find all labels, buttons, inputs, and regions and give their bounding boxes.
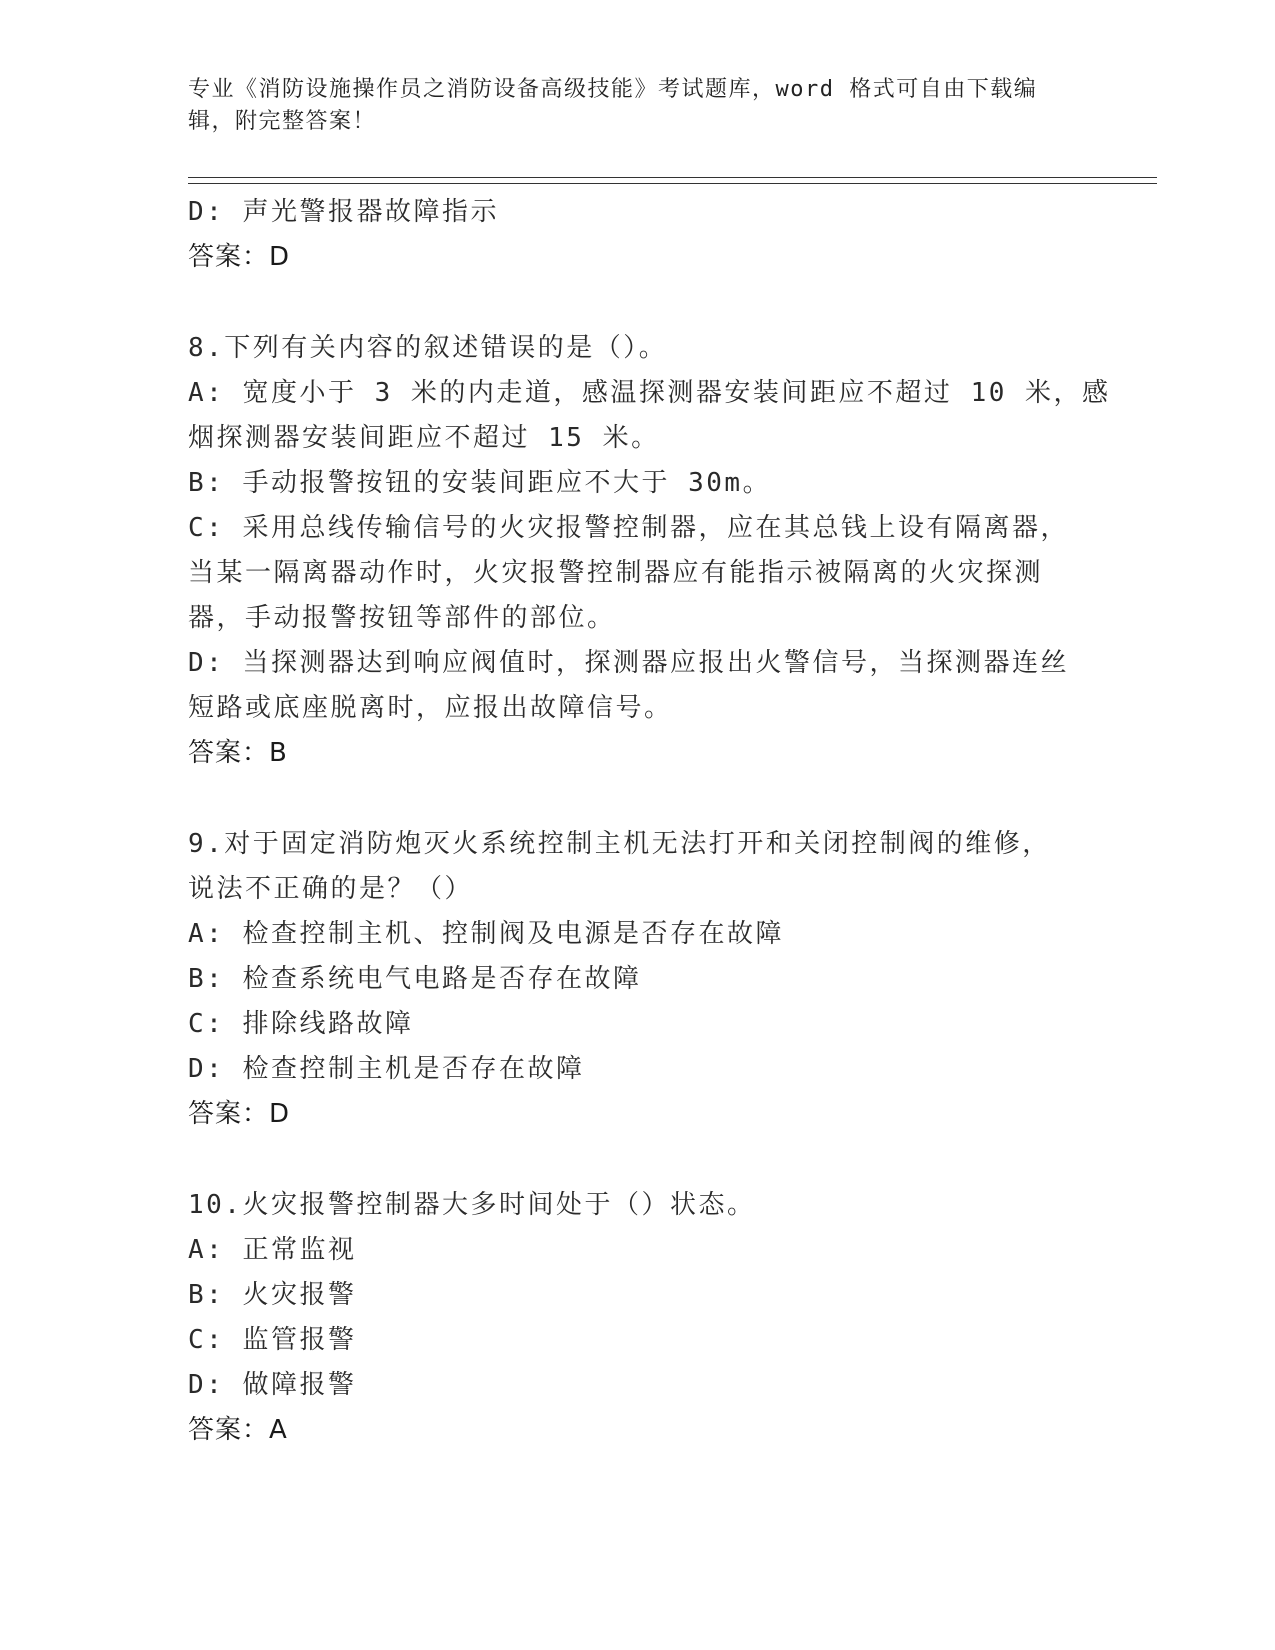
- page-header: [188, 74, 1068, 138]
- option-a-line-2: 烟探测器安装间距应不超过 15 米。: [188, 423, 660, 453]
- option-b: B: 火灾报警: [188, 1280, 357, 1310]
- option-a-line-1: A: 宽度小于 3 米的内走道，感温探测器安装间距应不超过 10 米，感: [188, 378, 1111, 408]
- document-body: [188, 190, 1111, 1499]
- header-line-2: 辑，附完整答案！: [188, 109, 377, 134]
- question-10: [188, 1183, 1088, 1453]
- option-d: D: 声光警报器故障指示: [188, 197, 499, 227]
- option-c: C: 排除线路故障: [188, 1009, 414, 1039]
- answer-line: 答案：A: [188, 1415, 288, 1445]
- option-b: B: 手动报警按钮的安装间距应不大于 30m。: [188, 468, 772, 498]
- header-line-1: 专业《消防设施操作员之消防设备高级技能》考试题库，word 格式可自由下载编: [188, 77, 1038, 102]
- answer-line: 答案：D: [188, 242, 291, 272]
- answer-line: 答案：D: [188, 1099, 291, 1129]
- option-d-line-2: 短路或底座脱离时，应报出故障信号。: [188, 693, 673, 723]
- question-9: [188, 822, 1088, 1137]
- option-c: C: 监管报警: [188, 1325, 357, 1355]
- question-stem: 10.火灾报警控制器大多时间处于（）状态。: [188, 1190, 756, 1220]
- question-stem-line-1: 9.对于固定消防炮灭火系统控制主机无法打开和关闭控制阀的维修，: [188, 829, 1051, 859]
- question-8: [188, 326, 1111, 776]
- option-c-line-2: 当某一隔离器动作时，火灾报警控制器应有能指示被隔离的火灾探测: [188, 558, 1044, 588]
- option-a: A: 正常监视: [188, 1235, 357, 1265]
- option-d: D: 做障报警: [188, 1370, 357, 1400]
- option-d: D: 检查控制主机是否存在故障: [188, 1054, 585, 1084]
- option-a: A: 检查控制主机、控制阀及电源是否存在故障: [188, 919, 784, 949]
- option-c-line-1: C: 采用总线传输信号的火灾报警控制器，应在其总钱上设有隔离器，: [188, 513, 1069, 543]
- question-stem: 8.下列有关内容的叙述错误的是（）。: [188, 333, 668, 363]
- question-stem-line-2: 说法不正确的是？（）: [188, 874, 474, 904]
- option-b: B: 检查系统电气电路是否存在故障: [188, 964, 642, 994]
- option-c-line-3: 器，手动报警按钮等部件的部位。: [188, 603, 616, 633]
- header-divider-bottom: [188, 183, 1157, 184]
- header-divider-top: [188, 177, 1157, 178]
- option-d-line-1: D: 当探测器达到响应阀值时，探测器应报出火警信号，当探测器连丝: [188, 648, 1069, 678]
- question-7-tail: [188, 190, 1088, 280]
- answer-line: 答案：B: [188, 738, 288, 768]
